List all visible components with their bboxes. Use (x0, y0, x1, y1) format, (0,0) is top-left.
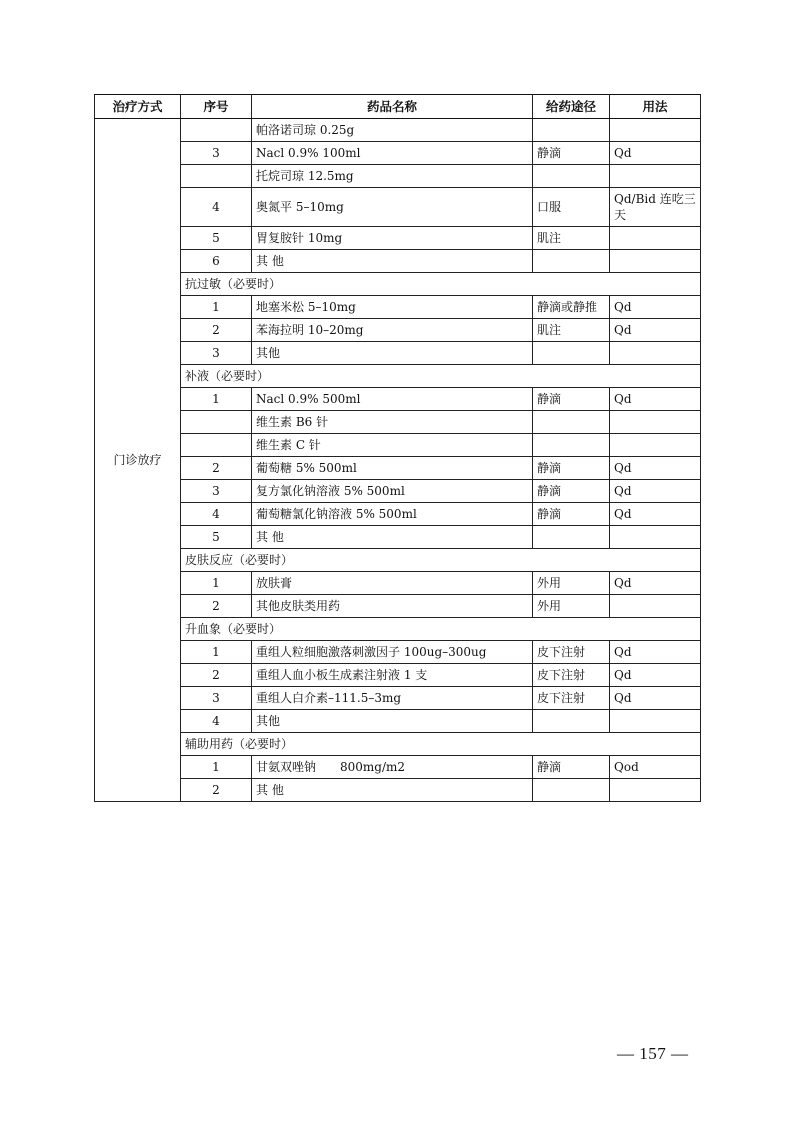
drug-name-cell: Nacl 0.9% 100ml (252, 142, 533, 165)
route-cell (533, 342, 610, 365)
route-cell: 肌注 (533, 227, 610, 250)
usage-cell (610, 342, 701, 365)
seq-cell: 1 (181, 572, 252, 595)
seq-cell: 2 (181, 319, 252, 342)
usage-cell: Qd (610, 142, 701, 165)
table-row (95, 526, 701, 549)
group-title: 抗过敏（必要时） (181, 273, 701, 296)
table-row (95, 119, 701, 142)
table-row (95, 227, 701, 250)
header-seq: 序号 (181, 95, 252, 119)
drug-name-cell: 帕洛诺司琼 0.25g (252, 119, 533, 142)
drug-name-cell: 甘氨双唑钠 800mg/m2 (252, 756, 533, 779)
header-route: 给药途径 (533, 95, 610, 119)
route-cell (533, 526, 610, 549)
usage-cell (610, 250, 701, 273)
group-header-row (95, 549, 701, 572)
seq-cell: 5 (181, 227, 252, 250)
seq-cell: 2 (181, 457, 252, 480)
table-row (95, 188, 701, 227)
seq-cell: 1 (181, 756, 252, 779)
usage-cell: Qod (610, 756, 701, 779)
group-title: 升血象（必要时） (181, 618, 701, 641)
header-drug-name: 药品名称 (252, 95, 533, 119)
table-row (95, 664, 701, 687)
group-title: 辅助用药（必要时） (181, 733, 701, 756)
route-cell: 口服 (533, 188, 610, 227)
route-cell: 皮下注射 (533, 641, 610, 664)
drug-name-cell: 维生素 B6 针 (252, 411, 533, 434)
drug-name-cell: 其他 (252, 342, 533, 365)
seq-cell (181, 165, 252, 188)
drug-name-cell: 其他皮肤类用药 (252, 595, 533, 618)
drug-table (94, 94, 701, 802)
seq-cell: 6 (181, 250, 252, 273)
usage-cell: Qd (610, 687, 701, 710)
table-row (95, 411, 701, 434)
header-method: 治疗方式 (95, 95, 181, 119)
table-row (95, 388, 701, 411)
drug-name-cell: 奥氮平 5–10mg (252, 188, 533, 227)
drug-name-cell: 重组人白介素–111.5–3mg (252, 687, 533, 710)
usage-cell: Qd/Bid 连吃三天 (610, 188, 701, 227)
usage-cell: Qd (610, 388, 701, 411)
table-row (95, 434, 701, 457)
route-cell (533, 250, 610, 273)
drug-name-cell: 葡萄糖氯化钠溶液 5% 500ml (252, 503, 533, 526)
seq-cell (181, 119, 252, 142)
group-title: 补液（必要时） (181, 365, 701, 388)
seq-cell (181, 411, 252, 434)
header-usage: 用法 (610, 95, 701, 119)
seq-cell: 3 (181, 480, 252, 503)
route-cell: 静滴 (533, 142, 610, 165)
table-row (95, 710, 701, 733)
usage-cell (610, 526, 701, 549)
route-cell: 静滴 (533, 457, 610, 480)
table-row (95, 687, 701, 710)
route-cell: 静滴 (533, 388, 610, 411)
usage-cell (610, 411, 701, 434)
usage-cell: Qd (610, 641, 701, 664)
table-row (95, 641, 701, 664)
route-cell: 静滴 (533, 756, 610, 779)
drug-name-cell: 复方氯化钠溶液 5% 500ml (252, 480, 533, 503)
seq-cell: 5 (181, 526, 252, 549)
drug-name-cell: 地塞米松 5–10mg (252, 296, 533, 319)
seq-cell: 2 (181, 779, 252, 802)
usage-cell: Qd (610, 296, 701, 319)
table-row (95, 142, 701, 165)
table-row (95, 342, 701, 365)
table-header-row (95, 95, 701, 119)
route-cell: 外用 (533, 595, 610, 618)
table-row (95, 296, 701, 319)
drug-name-cell: 重组人血小板生成素注射液 1 支 (252, 664, 533, 687)
route-cell (533, 710, 610, 733)
route-cell (533, 411, 610, 434)
usage-cell (610, 165, 701, 188)
usage-cell: Qd (610, 319, 701, 342)
usage-cell: Qd (610, 480, 701, 503)
usage-cell (610, 710, 701, 733)
route-cell: 皮下注射 (533, 687, 610, 710)
route-cell (533, 434, 610, 457)
route-cell: 皮下注射 (533, 664, 610, 687)
usage-cell (610, 227, 701, 250)
seq-cell: 3 (181, 142, 252, 165)
usage-cell (610, 779, 701, 802)
table-row (95, 756, 701, 779)
group-header-row (95, 273, 701, 296)
route-cell: 静滴或静推 (533, 296, 610, 319)
group-header-row (95, 733, 701, 756)
usage-cell: Qd (610, 503, 701, 526)
drug-name-cell: 苯海拉明 10–20mg (252, 319, 533, 342)
drug-name-cell: 胃复胺针 10mg (252, 227, 533, 250)
seq-cell: 4 (181, 710, 252, 733)
route-cell: 外用 (533, 572, 610, 595)
seq-cell: 2 (181, 664, 252, 687)
group-header-row (95, 618, 701, 641)
usage-cell (610, 595, 701, 618)
usage-cell (610, 434, 701, 457)
treatment-method: 门诊放疗 (95, 119, 181, 802)
usage-cell: Qd (610, 572, 701, 595)
seq-cell: 3 (181, 342, 252, 365)
seq-cell: 4 (181, 188, 252, 227)
route-cell: 静滴 (533, 503, 610, 526)
drug-name-cell: 重组人粒细胞激落刺激因子 100ug–300ug (252, 641, 533, 664)
table-row (95, 572, 701, 595)
seq-cell: 3 (181, 687, 252, 710)
seq-cell: 1 (181, 641, 252, 664)
group-title: 皮肤反应（必要时） (181, 549, 701, 572)
table-row (95, 595, 701, 618)
table-row (95, 165, 701, 188)
drug-name-cell: 托烷司琼 12.5mg (252, 165, 533, 188)
usage-cell (610, 119, 701, 142)
drug-name-cell: 其 他 (252, 250, 533, 273)
drug-name-cell: Nacl 0.9% 500ml (252, 388, 533, 411)
table-row (95, 480, 701, 503)
table-row (95, 250, 701, 273)
drug-name-cell: 其 他 (252, 526, 533, 549)
seq-cell (181, 434, 252, 457)
route-cell: 肌注 (533, 319, 610, 342)
route-cell (533, 779, 610, 802)
route-cell (533, 119, 610, 142)
page-number: — 157 — (617, 1044, 689, 1063)
group-header-row (95, 365, 701, 388)
table-row (95, 457, 701, 480)
table-body (95, 119, 701, 802)
usage-cell: Qd (610, 457, 701, 480)
seq-cell: 2 (181, 595, 252, 618)
drug-name-cell: 维生素 C 针 (252, 434, 533, 457)
drug-name-cell: 放肤膏 (252, 572, 533, 595)
drug-name-cell: 其 他 (252, 779, 533, 802)
seq-cell: 1 (181, 388, 252, 411)
table-row (95, 503, 701, 526)
usage-cell: Qd (610, 664, 701, 687)
drug-name-cell: 其他 (252, 710, 533, 733)
route-cell (533, 165, 610, 188)
seq-cell: 1 (181, 296, 252, 319)
drug-name-cell: 葡萄糖 5% 500ml (252, 457, 533, 480)
table-row (95, 319, 701, 342)
route-cell: 静滴 (533, 480, 610, 503)
seq-cell: 4 (181, 503, 252, 526)
table-row (95, 779, 701, 802)
